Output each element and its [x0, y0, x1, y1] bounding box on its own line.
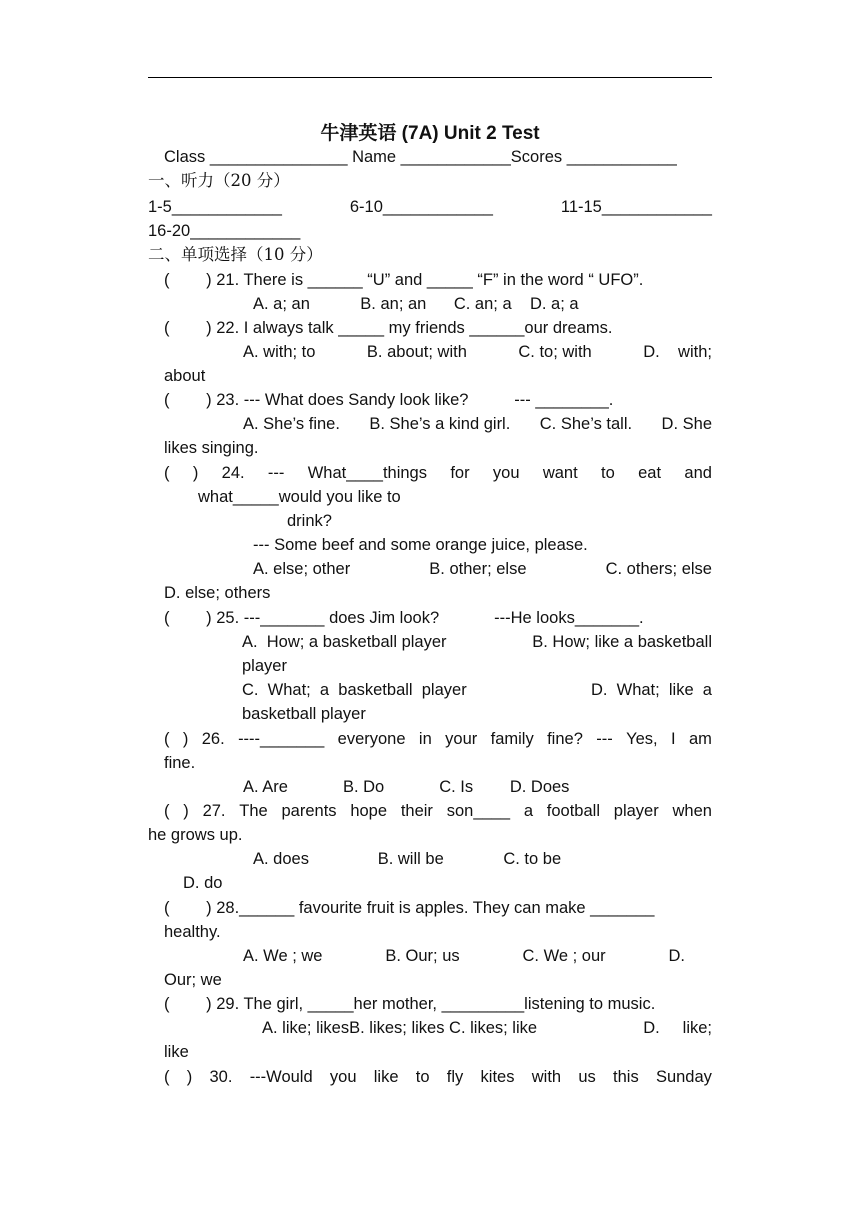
q25-options-cd — [242, 680, 712, 700]
q22-option-c: C. to; with — [518, 343, 592, 361]
q26-word: everyone — [337, 730, 406, 748]
q24-answer-line: --- Some beef and some orange juice, please. — [253, 536, 588, 554]
q26-options: A. Are B. Do C. Is D. Does — [243, 778, 570, 796]
q27-word: a — [523, 802, 533, 820]
q24-word: and — [684, 464, 712, 482]
q29-stem: ( ) 29. The girl, _____her mother, _________listening to music. — [164, 995, 656, 1013]
q27-stem-wrap: he grows up. — [148, 826, 243, 844]
q25-option-c: C. What; a basketball player — [242, 681, 467, 699]
q25-option-d: D. What; like a — [590, 681, 712, 699]
q30-word: fly — [446, 1068, 464, 1086]
q25-option-b: B. How; like a basketball — [532, 633, 712, 651]
q26-stem-wrap: fine. — [164, 754, 196, 772]
q24-word: What____things — [307, 464, 427, 482]
q27-word: hope — [350, 802, 388, 820]
top-rule — [148, 77, 712, 78]
q26-word: I — [671, 730, 676, 748]
q24-word: ( — [164, 464, 170, 482]
q27-word: their — [400, 802, 433, 820]
listening-answer-1-5: 1-5____________ — [148, 198, 282, 216]
q29-option-d: D. like; — [643, 1019, 712, 1037]
q28-options — [243, 946, 685, 966]
q23-option-d: D. She — [661, 415, 712, 433]
page-title: 牛津英语 (7A) Unit 2 Test — [320, 123, 540, 144]
q24-word: to — [601, 464, 615, 482]
q25-options-ab — [242, 632, 712, 652]
q24-word: --- — [267, 464, 285, 482]
q30-word: kites — [480, 1068, 515, 1086]
q27-word: player — [613, 802, 659, 820]
q30-word: ( — [164, 1068, 170, 1086]
q26-word: ( — [164, 730, 170, 748]
q24-option-c: C. others; else — [605, 560, 712, 578]
q27-word: football — [546, 802, 600, 820]
q25-option-d-wrap: basketball player — [242, 705, 366, 723]
q23-option-b: B. She’s a kind girl. — [369, 415, 511, 433]
q26-word: --- — [596, 730, 613, 748]
q30-word: this — [613, 1068, 639, 1086]
q29-option-d-wrap: like — [164, 1043, 189, 1061]
q27-word: The — [239, 802, 268, 820]
q30-word: with — [531, 1068, 562, 1086]
q24-options — [253, 559, 712, 579]
q27-options: A. does B. will be C. to be — [253, 850, 562, 868]
q27-stem — [164, 801, 712, 821]
q26-word: fine? — [547, 730, 583, 748]
q30-word: ---Would — [249, 1068, 313, 1086]
q26-word: ----_______ — [238, 730, 325, 748]
listening-answers-row — [148, 197, 712, 217]
q30-word: like — [373, 1068, 399, 1086]
q24-word: ) — [192, 464, 199, 482]
q26-word: ) — [182, 730, 189, 748]
q26-word: Yes, — [626, 730, 658, 748]
q29-options-abc: A. like; likesB. likes; likes C. likes; like — [262, 1019, 538, 1037]
q26-word: am — [688, 730, 712, 748]
q21-stem: ( ) 21. There is ______ “U” and _____ “F” in the word “ UFO”. — [164, 271, 644, 289]
q29-options — [262, 1018, 712, 1038]
q26-word: your — [445, 730, 478, 748]
q30-word: to — [415, 1068, 430, 1086]
q26-stem — [164, 729, 712, 749]
q30-word: you — [329, 1068, 357, 1086]
q24-word: 24. — [221, 464, 245, 482]
q27-word: 27. — [202, 802, 226, 820]
q25-option-b-wrap: player — [242, 657, 287, 675]
q28-option-a: A. We ; we — [243, 947, 323, 965]
q28-option-c: C. We ; our — [522, 947, 606, 965]
q24-stem-line-3: drink? — [287, 512, 332, 530]
listening-answer-16-20: 16-20____________ — [148, 222, 301, 240]
q25-option-a: A. How; a basketball player — [242, 633, 447, 651]
q27-option-d: D. do — [183, 874, 223, 892]
q26-word: in — [418, 730, 432, 748]
q27-word: ( — [164, 802, 170, 820]
q24-option-b: B. other; else — [429, 560, 527, 578]
q24-option-d: D. else; others — [164, 584, 271, 602]
q30-word: us — [578, 1068, 596, 1086]
q24-stem — [164, 463, 712, 483]
q30-word: Sunday — [655, 1068, 712, 1086]
q23-option-c: C. She’s tall. — [539, 415, 633, 433]
listening-answer-11-15: 11-15____________ — [560, 198, 712, 216]
q24-word: eat — [638, 464, 662, 482]
q27-word: parents — [281, 802, 337, 820]
q22-option-b: B. about; with — [366, 343, 467, 361]
q23-options — [243, 414, 712, 434]
q24-word: for — [450, 464, 470, 482]
q25-stem: ( ) 25. ---_______ does Jim look? ---He looks_______. — [164, 609, 644, 627]
q23-option-d-wrap: likes singing. — [164, 439, 259, 457]
q22-stem: ( ) 22. I always talk _____ my friends ______our dreams. — [164, 319, 613, 337]
q22-option-a: A. with; to — [243, 343, 316, 361]
section-2-heading: 二、单项选择（10 分） — [148, 245, 323, 264]
q28-option-d-wrap: Our; we — [164, 971, 222, 989]
q24-stem-line-2: what_____would you like to — [198, 488, 401, 506]
q26-word: family — [490, 730, 534, 748]
q22-option-d-wrap: about — [164, 367, 206, 385]
header-line: Class _______________ Name ____________Scores ____________ — [164, 148, 677, 166]
q23-stem: ( ) 23. --- What does Sandy look like? --- ________. — [164, 391, 614, 409]
q27-word: when — [672, 802, 712, 820]
q28-option-b: B. Our; us — [385, 947, 460, 965]
section-1-heading: 一、听力（20 分） — [148, 171, 290, 190]
q26-word: 26. — [201, 730, 225, 748]
q22-option-d: D. with; — [643, 343, 712, 361]
q21-options: A. a; an B. an; an C. an; a D. a; a — [253, 295, 579, 313]
q24-word: you — [492, 464, 520, 482]
q30-word: 30. — [209, 1068, 233, 1086]
q24-word: want — [542, 464, 578, 482]
q28-stem: ( ) 28.______ favourite fruit is apples. They can make _______ — [164, 899, 655, 917]
q24-option-a: A. else; other — [253, 560, 351, 578]
q28-stem-wrap: healthy. — [164, 923, 221, 941]
listening-answer-6-10: 6-10____________ — [349, 198, 493, 216]
q30-stem — [164, 1067, 712, 1087]
q28-option-d: D. — [668, 947, 685, 965]
q27-word: son____ — [446, 802, 511, 820]
q30-word: ) — [186, 1068, 193, 1086]
q23-option-a: A. She’s fine. — [243, 415, 340, 433]
q22-options — [243, 342, 712, 362]
q27-word: ) — [183, 802, 189, 820]
